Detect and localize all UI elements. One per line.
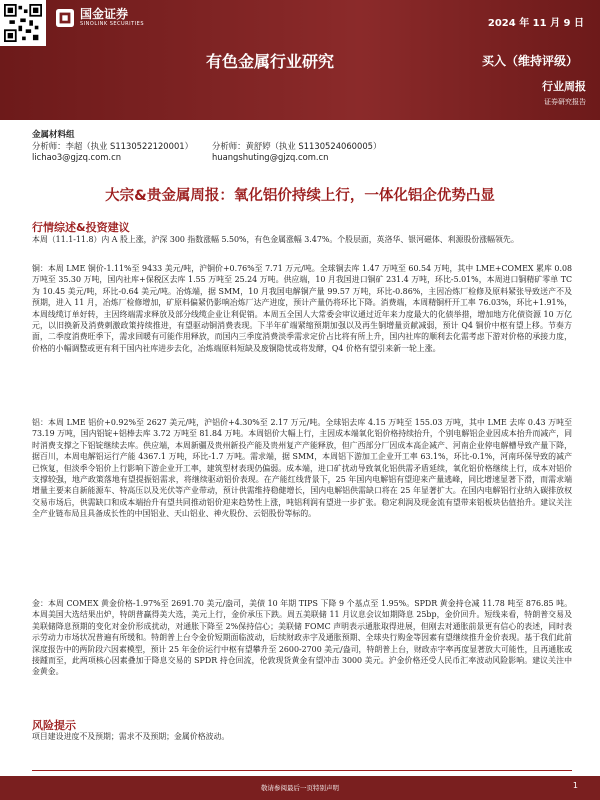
- page-number: 1: [572, 781, 578, 790]
- section-title-risk: 风险提示: [32, 719, 76, 732]
- analyst-2-name: 分析师：黄舒婷（执业 S1130524060005）: [212, 141, 382, 151]
- footer-divider: [32, 770, 572, 771]
- analyst-1-email[interactable]: lichao3@gjzq.com.cn: [32, 152, 122, 162]
- footer-disclaimer[interactable]: 敬请参阅最后一页特别声明: [261, 784, 339, 792]
- paragraph-market: 本周（11.1-11.8）内 A 股上涨，沪深 300 指数涨幅 5.50%，有色金属涨幅 3.47%。个股层面，英洛华、银河磁体、利源股份涨幅领先。: [32, 235, 519, 244]
- brand-logo: [56, 8, 144, 28]
- analyst-1-name: 分析师：李超（执业 S1130522120001）: [32, 141, 193, 151]
- report-date: 2024 年 11 月 9 日: [487, 18, 584, 29]
- report-type: 行业周报: [542, 80, 586, 93]
- report-headline: 大宗&贵金属周报：氧化铝价持续上行，一体化铝企优势凸显: [105, 188, 495, 204]
- logo-name-cn: 国金证券: [80, 7, 129, 21]
- sinolink-logo-icon: [56, 9, 74, 27]
- department-label: 证券研究报告: [544, 98, 586, 106]
- paragraph-copper: 铜：本周 LME 铜价-1.11%至 9433 美元/吨，沪铜价+0.76%至 7.71 万元/吨。全球铜去库 1.47 万吨至 60.54 万吨，其中 LME+COMEX 累库 0.08 万吨至 35.30 万吨，国内社库+保税区去库 1.55 万吨至 25.24 万吨。供应端，10 月我国进口铜矿 231.4 万吨，环比-5.01%，本周进口铜精矿零单 TC 为 10.45 美元/吨，环比-0.64 美元/吨。冶炼端，据 SMM，10 月我国电解铜产量 99.57 万吨，环比-0.86%，主因冶炼厂检修及原料紧张导致送产不及预期，进入 11 月，冶炼厂检修增加，矿原料偏紧仍影响冶炼厂达产进度，预计产量仍将环比下降。消费端，本周精铜杆开工率 76.03%，环比+1.91%，本周线缆订单好转，主因终端需求释放及部分线缆企业让利促销。本周五全国人大常委会审议通过近年来力度最大的化债举措，增加地方化债资源 10 万亿元，以旧换新及消费刺激政策持续推进，有望驱动铜消费表现。下半年矿端紧缩预期加强以及再生铜增量贡献减弱，预计 Q4 铜价中枢有望上移。节奏方面，二季度消费旺季下，需求回暖有可能作用释放，而国内三季度消费淡季需求定价占比将有所上升，国内社库的顺利去化需考虑下游对价格的承接力度，价格的小幅调整或更有利于国内社库进步去化，冶炼端原料短缺及废铜隐忧或将发酵，Q4 价格有望引来新一轮上涨。: [32, 264, 572, 353]
- analyst-2-email[interactable]: huangshuting@gjzq.com.cn: [212, 152, 329, 162]
- sector-name: 金属材料组: [32, 130, 75, 140]
- report-title: 有色金属行业研究: [206, 52, 335, 71]
- paragraph-aluminum: 铝：本周 LME 铝价+0.92%至 2627 美元/吨，沪铝价+4.30%至 2.17 万元/吨。全球铝去库 4.15 万吨至 155.03 万吨，其中 LME 去库 0.43 万吨至 73.19 万吨，国内铝锭+铝棒去库 3.72 万吨至 81.84 万吨。本周铝价大幅上行，主因成本端氧化铝价格持续抬升，个别电解铝企业因成本抬升而减产，同时消费支撑之下铝锭继续去库。供应端，本周新疆及贵州新投产能及贵州复产产能释放，但广西部分厂因成本高企减产、河南企业停电解槽导致产量下降，据百川，本周电解铝运行产能 4367.1 万吨，环比-1.7 万吨。需求端，据 SMM，本周铝下游加工企业开工率 63.1%，环比-0.1%，河南环保导致的减产已恢复，但淡季令铝价上行影响下游企业开工率，建筑型材表现仍偏弱。成本端，进口矿扰动导致氧化铝供需矛盾延续，氧化铝价格继续上行，成本对铝价支撑较强，地产政策落地有望提振铝需求，将继续驱动铝价表现。在产能红线背景下，25 年国内电解铝有望迎来产量逃峰，同比增速显著下滑，而需求端增量主要来自新能源车、特高压以及光伏等产业带动，预计供需维持稳健增长，国内电解铝供需缺口将在 25 年显著扩大。在国内电解铝行业纳入碳排放权交易市场后，供需缺口和成本端抬升有望共同推动铝价迎来趋势性上涨，吨铝利润有望进一步扩张。稳定利润及现金流有望带来铝板块估值抬升。建议关注全产业链布局且具备成长性的中国铝业、天山铝业、神火股份、云铝股份等标的。: [32, 418, 572, 519]
- paragraph-risk: 项目建设进度不及预期；需求不及预期；金属价格波动。: [32, 732, 230, 741]
- logo-name-en: SINOLINK SECURITIES: [80, 21, 144, 27]
- rating-label: 买入（维持评级）: [481, 54, 578, 68]
- analyst-block: [32, 130, 572, 163]
- section-title-market-review: 行情综述&投资建议: [32, 221, 130, 234]
- qr-code-icon: [0, 0, 46, 46]
- paragraph-gold: 金：本周 COMEX 黄金价格-1.97%至 2691.70 美元/盎司，美债 10 年期 TIPS 下降 9 个基点至 1.95%。SPDR 黄金持仓减 11.78 吨至 876.85 吨。本周美国大选结果出炉，特朗普赢得美大选，美元上行，金价承压下跌。周五美联储 11 月议息会议如期降息 25bp，金价回升。短线来看，特朗普交易及美联储降息预期的变化对金价形成扰动，对通胀下降至 2%保持信心；美联储 FOMC 声明表示通胀取得进展，但刚去对通胀前景更有信心的表述，同时表示劳动力市场状况普遍有所缓和。特朗普上台令金价短期面临波动，后续财政赤字及通胀预期、全球央行购金等因素有望继续推升金价表现。基于我们此前深度报告中的两阶段六因素模型，预计 25 年金价运行中枢有望攀升至 2600-2700 美元/盎司，特朗普上台，财政赤字率再度显著放大可能性，且再通胀或接踵而至，此两项核心因素叠加于降息交易的 SPDR 持仓回流，伦敦现货黄金有望冲击 3000 美元。沪金价格还受人民币汇率波动风险影响。建议关注中金黄金。: [32, 599, 572, 677]
